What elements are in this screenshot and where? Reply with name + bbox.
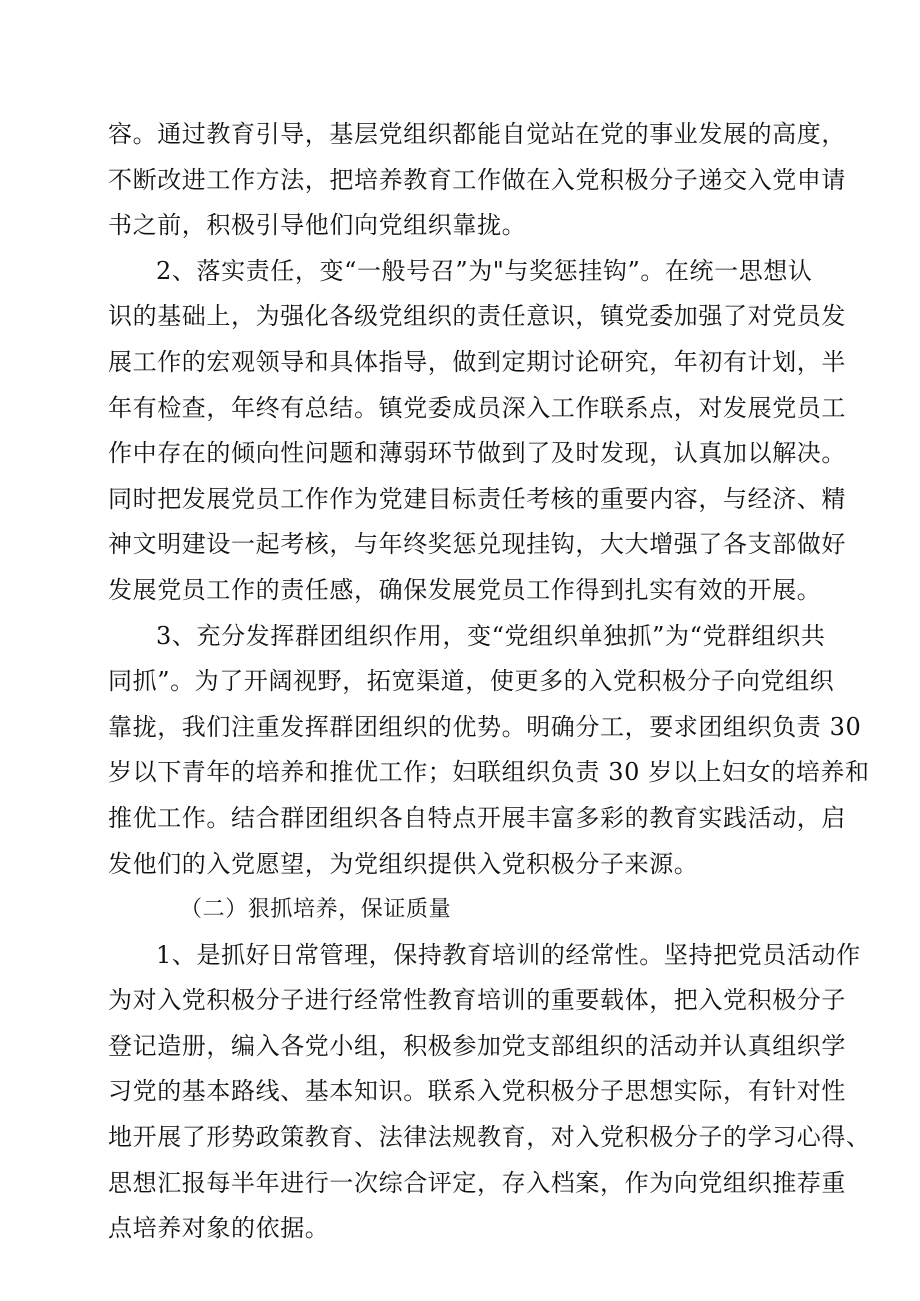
text-line: 靠拢，我们注重发挥群团组织的优势。明确分工，要求团组织负责 30 [108,712,862,741]
text-line: 展工作的宏观领导和具体指导，做到定期讨论研究，年初有计划，半 [108,347,846,376]
text-line: 为对入党积极分子进行经常性教育培训的重要载体，把入党积极分子 [108,986,846,1015]
text-line: 同抓”。为了开阔视野，拓宽渠道，使更多的入党积极分子向党组织 [108,667,835,696]
text-line: 登记造册，编入各党小组，积极参加党支部组织的活动并认真组织学 [108,1031,846,1060]
text-line: 习党的基本路线、基本知识。联系入党积极分子思想实际，有针对性 [108,1077,846,1106]
text-line: 不断改进工作方法，把培养教育工作做在入党积极分子递交入党申请 [108,165,846,194]
text-line: 神文明建设一起考核，与年终奖惩兑现挂钩，大大增强了各支部做好 [108,530,846,559]
text-line: 书之前，积极引导他们向党组织靠拢。 [108,211,527,240]
text-line: 发他们的入党愿望，为党组织提供入党积极分子来源。 [108,849,699,878]
text-line: 发展党员工作的责任感，确保发展党员工作得到扎实有效的开展。 [108,575,822,604]
text-line: 同时把发展党员工作作为党建目标责任考核的重要内容，与经济、精 [108,484,846,513]
body-text [108,112,871,1252]
paragraph-3-first-line: 3、充分发挥群团组织作用，变“党组织单独抓”为“党群组织共 [156,621,826,650]
paragraph-2-first-line: 2、落实责任，变“一般号召”为"与奖惩挂钩”。在统一思想认 [156,256,813,285]
text-line: 推优工作。结合群团组织各自特点开展丰富多彩的教育实践活动，启 [108,803,846,832]
text-line: 点培养对象的依据。 [108,1214,330,1243]
text-line: 地开展了形势政策教育、法律法规教育，对入党积极分子的学习心得、 [108,1123,871,1152]
text-line: 年有检查，年终有总结。镇党委成员深入工作联系点，对发展党员工 [108,393,846,422]
text-line: 思想汇报每半年进行一次综合评定，存入档案，作为向党组织推荐重 [108,1168,846,1197]
text-line: 岁以下青年的培养和推优工作；妇联组织负责 30 岁以上妇女的培养和 [108,758,870,787]
paragraph-4-first-line: 1、是抓好日常管理，保持教育培训的经常性。坚持把党员活动作 [156,940,861,969]
text-line: 容。通过教育引导，基层党组织都能自觉站在党的事业发展的高度， [108,120,846,148]
text-line: 作中存在的倾向性问题和薄弱环节做到了及时发现，认真加以解决。 [108,439,846,468]
section-heading: （二）狠抓培养，保证质量 [180,897,452,923]
text-line: 识的基础上，为强化各级党组织的责任意识，镇党委加强了对党员发 [108,302,846,331]
